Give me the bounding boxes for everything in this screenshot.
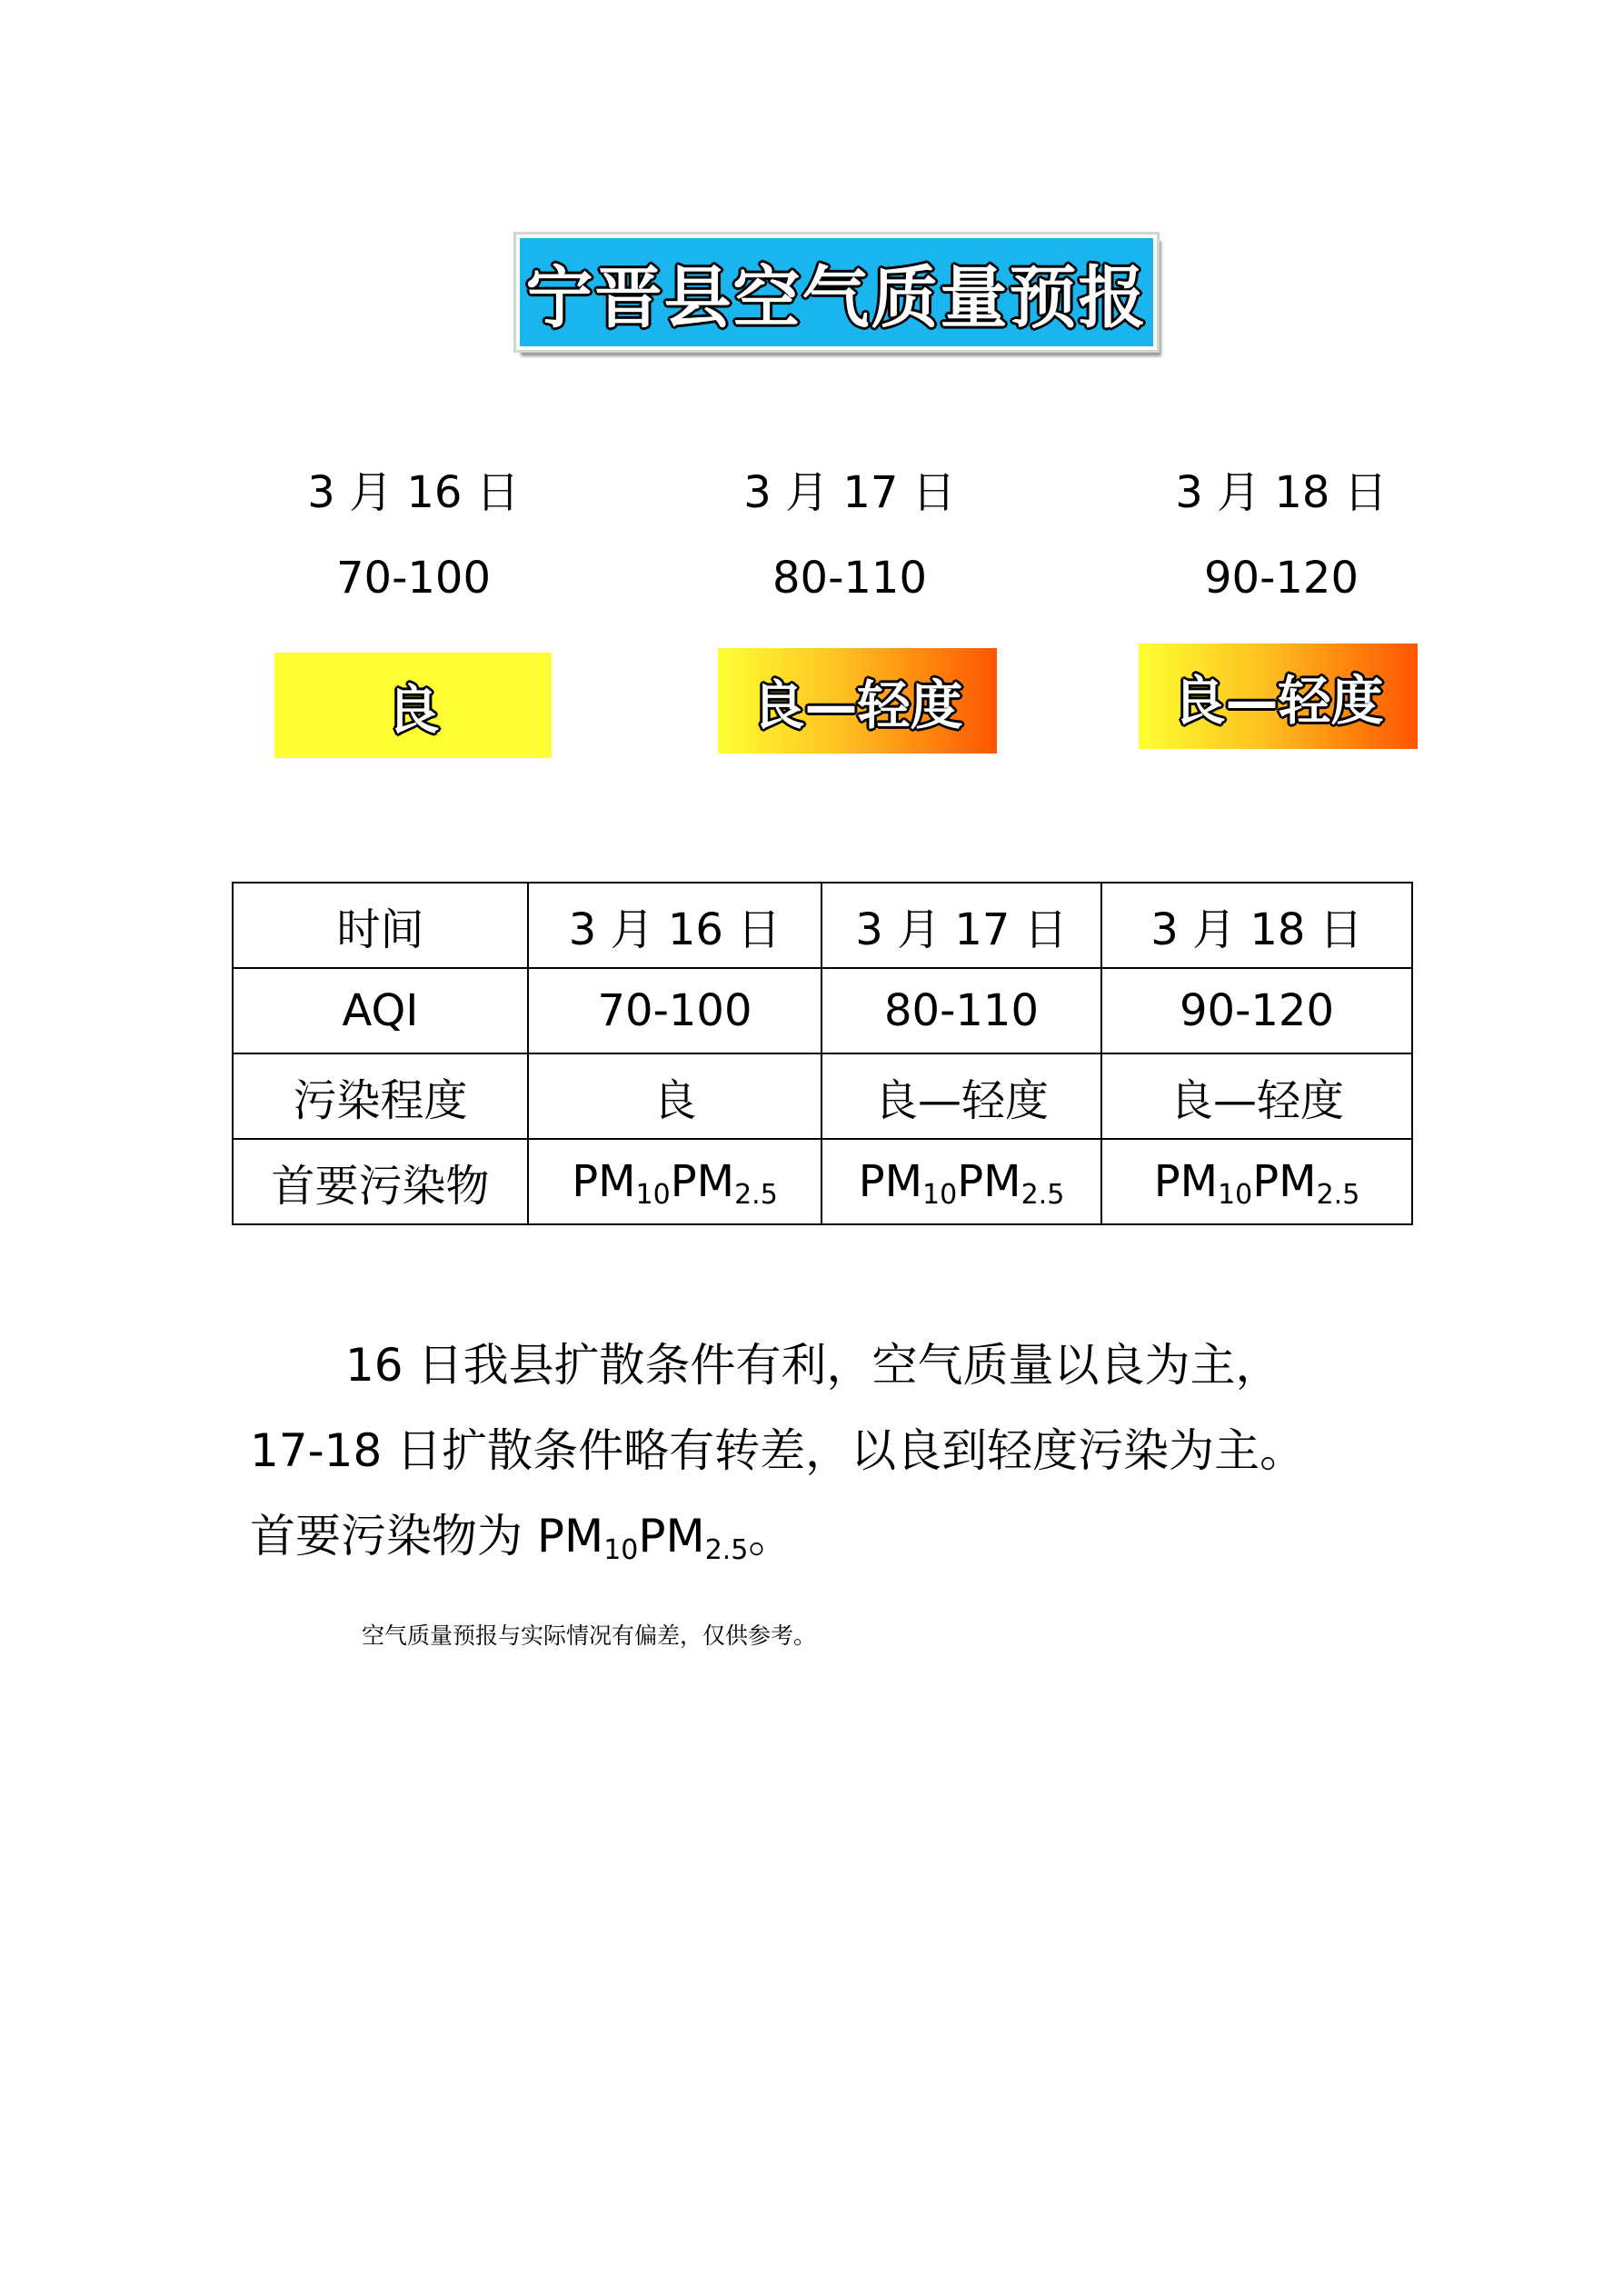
day-summary-1 [273,465,554,605]
day-aqi: 70-100 [335,553,491,604]
table-cell: 良—轻度 [1101,1053,1412,1139]
table-row [233,883,1412,968]
table-row [233,1139,1412,1224]
forecast-table [232,882,1413,1225]
day-aqi: 90-120 [1203,553,1359,604]
level-text: 良—轻度 [1172,670,1384,732]
day-date: 3 月 17 日 [743,467,956,518]
page-title: 宁晋县空气质量预报 [525,258,1148,337]
pollutant-cell: $PM_{10}PM_{2.5}$ [1101,1139,1412,1224]
day-date: 3 月 16 日 [307,467,520,518]
level-badge-3 [1139,644,1418,749]
table-cell: 80-110 [821,968,1101,1053]
table-cell: 良—轻度 [821,1053,1101,1139]
title-banner [516,235,1157,350]
table-cell: 3 月 18 日 [1101,883,1412,968]
row-label: AQI [233,968,528,1053]
table-cell: 3 月 16 日 [528,883,821,968]
level-badge-2 [718,648,997,754]
pollutant-cell: $PM_{10}PM_{2.5}$ [821,1139,1101,1224]
day-aqi: 80-110 [772,553,927,604]
level-text: 良—轻度 [752,674,963,736]
level-text: 良 [386,679,440,741]
description-line: 16 日我县扩散条件有利，空气质量以良为主， [345,1339,1281,1392]
day-summary-3 [1140,465,1422,605]
table-cell: 90-120 [1101,968,1412,1053]
day-date: 3 月 18 日 [1175,467,1388,518]
row-label: 污染程度 [233,1053,528,1139]
disclaimer-note: 空气质量预报与实际情况有偏差，仅供参考。 [362,1622,817,1649]
table-row [233,968,1412,1053]
table-cell: 3 月 17 日 [821,883,1101,968]
pollutant-cell: $PM_{10}PM_{2.5}$ [528,1139,821,1224]
level-badge-1 [274,653,552,758]
row-label: 首要污染物 [233,1139,528,1224]
day-summary-2 [709,465,991,605]
table-cell: 70-100 [528,968,821,1053]
forecast-description [250,1323,1386,1579]
table-row [233,1053,1412,1139]
row-label: 时间 [233,883,528,968]
description-line: 17-18 日扩散条件略有转差，以良到轻度污染为主。 [250,1424,1306,1477]
table-cell: 良 [528,1053,821,1139]
description-line: 首要污染物为 $PM_{10}PM_{2.5}$。 [250,1510,794,1566]
